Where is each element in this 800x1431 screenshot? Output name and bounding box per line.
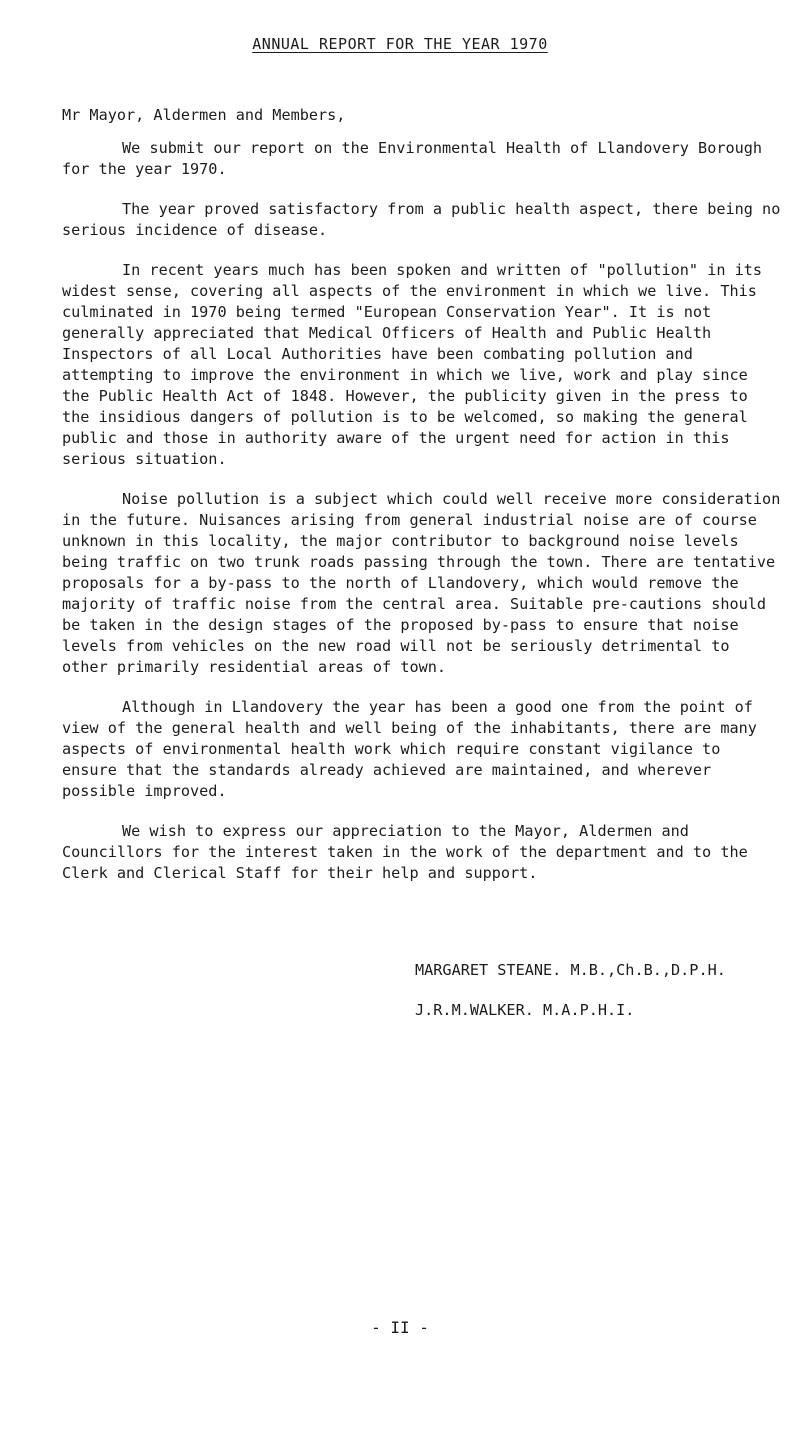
report-body — [62, 105, 782, 903]
paragraph-noise: Noise pollution is a subject which could well receive more consideration in the future. Nuisances arising from general industrial noise are of course unknown in this locality, the major contributor to background noise levels being traffic on two trunk roads passing through the town. There are tentative proposals for a by-pass to the north of Llandovery, which would remove the majority of traffic noise from the central area. Suitable pre-cautions should be taken in the design stages of the proposed by-pass to ensure that noise levels from vehicles on the new road will not be seriously detrimental to other primarily residential areas of town. — [62, 490, 781, 676]
salutation: Mr Mayor, Aldermen and Members, — [62, 106, 346, 124]
report-title: ANNUAL REPORT FOR THE YEAR 1970 — [252, 35, 548, 53]
paragraph-vigilance: Although in Llandovery the year has been a good one from the point of view of the general health and well being of the inhabitants, there are many aspects of environmental health work which require constant vigilance to ensure that the standards already achieved are maintained, and wherever possible improved. — [62, 698, 757, 800]
signature-block — [415, 960, 726, 1040]
paragraph-public-health: The year proved satisfactory from a public health aspect, there being no serious incidence of disease. — [62, 200, 781, 239]
page-number: - II - — [371, 1318, 429, 1337]
paragraph-appreciation: We wish to express our appreciation to the Mayor, Aldermen and Councillors for the interest taken in the work of the department and to the Clerk and Clerical Staff for their help and support. — [62, 822, 748, 882]
paragraph-pollution: In recent years much has been spoken and written of "pollution" in its widest sense, covering all aspects of the environment in which we live. This culminated in 1970 being termed "European Conservation Year". It is not generally appreciated that Medical Officers of Health and Public Health Inspectors of all Local Authorities have been combating pollution and attempting to improve the environment in which we live, work and play since the Public Health Act of 1848. However, the publicity given in the press to the insidious dangers of pollution is to be welcomed, so making the general public and those in authority aware of the urgent need for action in this serious situation. — [62, 261, 763, 468]
signatory-walker: J.R.M.WALKER. M.A.P.H.I. — [415, 1001, 635, 1019]
paragraph-intro: We submit our report on the Environmental Health of Llandovery Borough for the year 1970. — [62, 139, 763, 178]
signatory-steane: MARGARET STEANE. M.B.,Ch.B.,D.P.H. — [415, 961, 726, 979]
